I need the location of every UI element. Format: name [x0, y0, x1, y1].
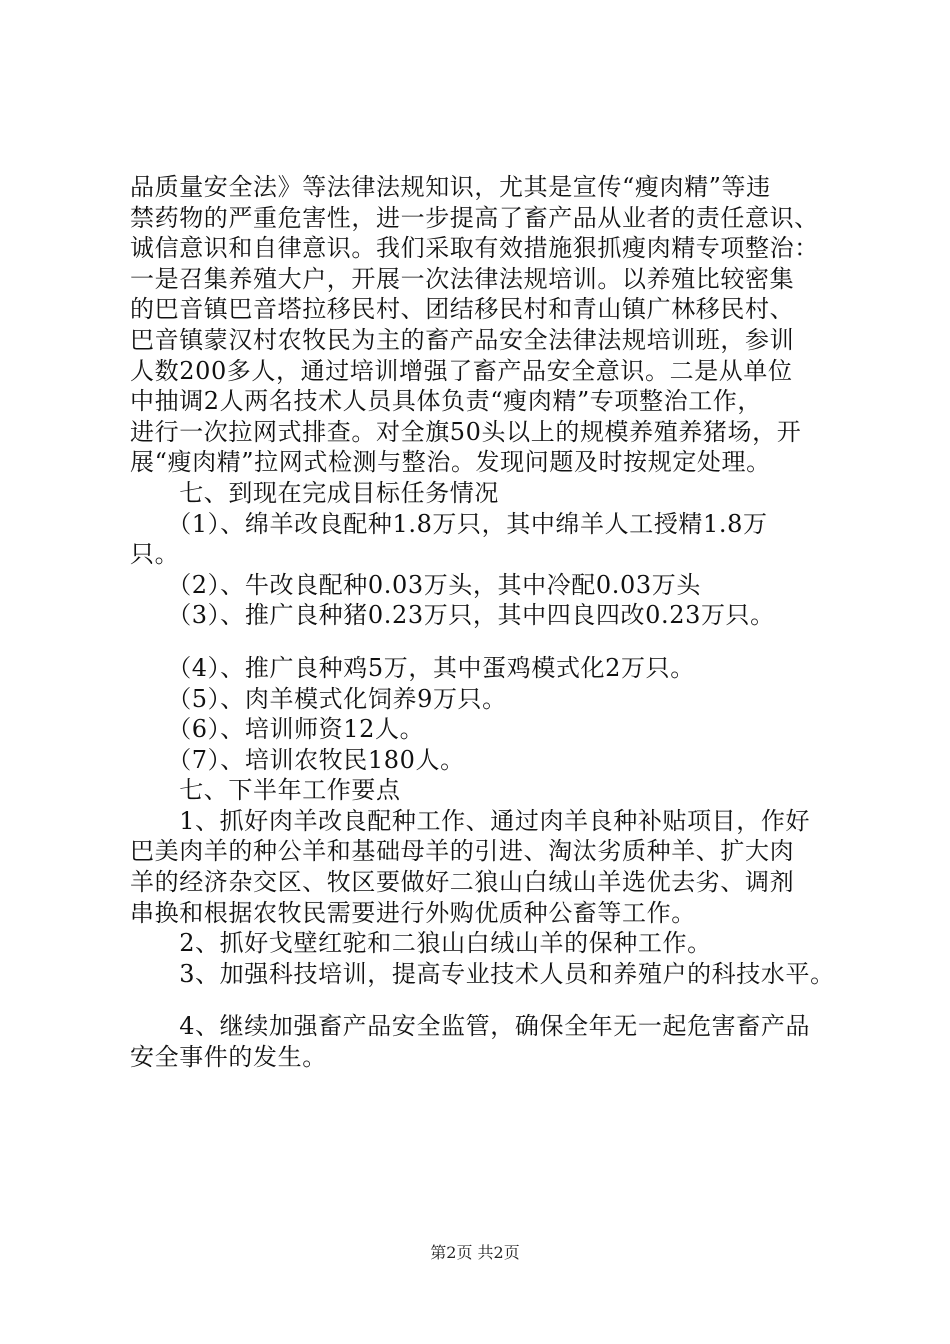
text-line: 巴音镇蒙汉村农牧民为主的畜产品安全法律法规培训班，参训 [130, 325, 795, 354]
list-item: 3、加强科技培训，提高专业技术人员和养殖户的科技水平。 [130, 959, 835, 988]
list-item: 4、继续加强畜产品安全监管，确保全年无一起危害畜产品 [130, 1012, 811, 1041]
section-heading: 七、到现在完成目标任务情况 [130, 478, 499, 507]
list-item: （5）、肉羊模式化饲养9万只。 [130, 684, 507, 713]
text-line: 人数200多人，通过培训增强了畜产品安全意识。二是从单位 [130, 356, 793, 385]
text-line: 进行一次拉网式排查。对全旗50头以上的规模养殖养猪场，开 [130, 417, 802, 446]
list-item: 2、抓好戈壁红驼和二狼山白绒山羊的保种工作。 [130, 929, 712, 958]
text-line: 一是召集养殖大户，开展一次法律法规培训。以养殖比较密集 [130, 264, 795, 293]
text-line: 中抽调2人两名技术人员具体负责“瘦肉精”专项整治工作， [130, 387, 763, 416]
text-line: 诚信意识和自律意识。我们采取有效措施狠抓瘦肉精专项整治： [130, 234, 819, 263]
list-item: 1、抓好肉羊改良配种工作、通过肉羊良种补贴项目，作好 [130, 806, 811, 835]
list-item: （1）、绵羊改良配种1.8万只，其中绵羊人工授精1.8万 [130, 509, 768, 538]
text-line: 品质量安全法》等法律法规知识，尤其是宣传“瘦肉精”等违 [130, 173, 771, 201]
text-line: 羊的经济杂交区、牧区要做好二狼山白绒山羊选优去劣、调剂 [130, 868, 795, 897]
text-line: 展“瘦肉精”拉网式检测与整治。发现问题及时按规定处理。 [130, 448, 771, 477]
text-line: 禁药物的严重危害性，进一步提高了畜产品从业者的责任意识、 [130, 203, 819, 232]
list-item: （2）、牛改良配种0.03万头，其中冷配0.03万头 [130, 570, 701, 599]
section-heading: 七、下半年工作要点 [130, 776, 401, 805]
list-item: （7）、培训农牧民180人。 [130, 745, 465, 774]
page-number-footer: 第2页 共2页 [430, 1243, 520, 1262]
text-line: 巴美肉羊的种公羊和基础母羊的引进、淘汰劣质种羊、扩大肉 [130, 837, 795, 866]
list-item: （6）、培训师资12人。 [130, 715, 425, 744]
text-line: 只。 [130, 540, 180, 569]
text-line: 的巴音镇巴音塔拉移民村、团结移民村和青山镇广林移民村、 [130, 295, 795, 324]
list-item: （3）、推广良种猪0.23万只，其中四良四改0.23万只。 [130, 601, 775, 630]
text-line: 安全事件的发生。 [130, 1043, 327, 1072]
body-text [130, 172, 850, 1073]
blank-line [130, 989, 850, 1011]
text-line: 串换和根据农牧民需要进行外购优质种公畜等工作。 [130, 898, 696, 927]
blank-line [130, 631, 850, 653]
list-item: （4）、推广良种鸡5万，其中蛋鸡模式化2万只。 [130, 653, 695, 682]
